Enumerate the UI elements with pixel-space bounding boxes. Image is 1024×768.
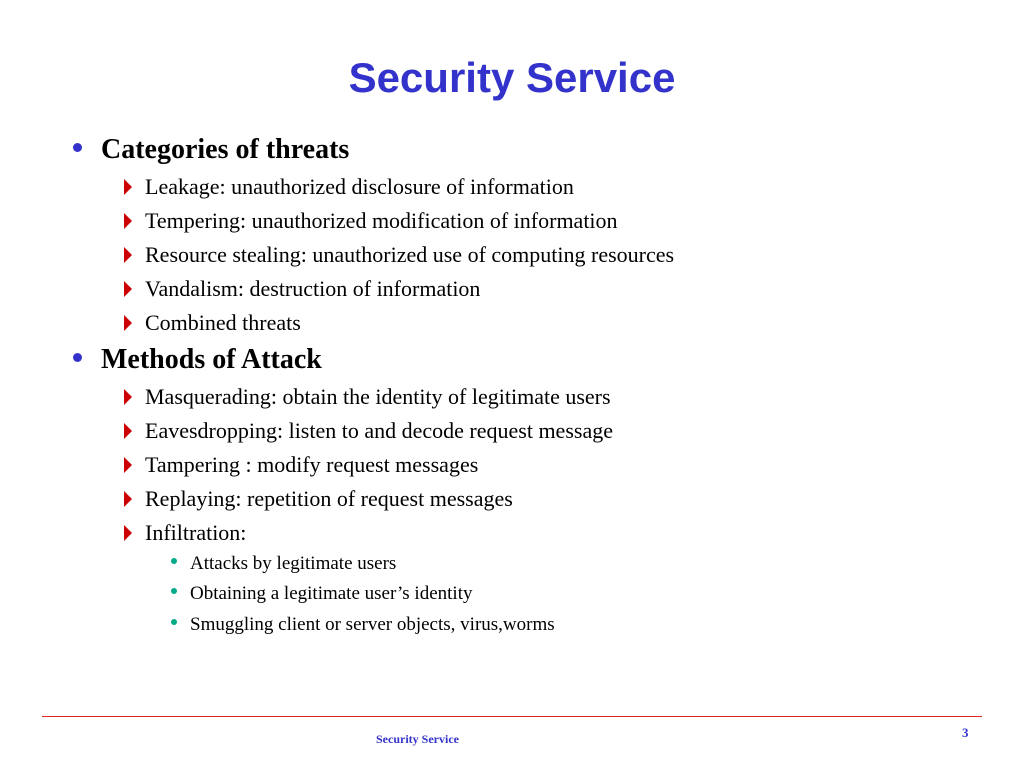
- list-item-text: Combined threats: [145, 310, 301, 335]
- bullet-icon: [73, 353, 82, 362]
- triangle-right-icon: [124, 281, 132, 297]
- footer-divider: [42, 716, 982, 717]
- bullet-icon: [73, 143, 82, 152]
- footer-label: Security Service: [376, 732, 459, 746]
- list-item-text: Resource stealing: unauthorized use of computing resources: [145, 242, 675, 267]
- triangle-right-icon: [124, 457, 132, 473]
- bullet-icon: [171, 558, 177, 564]
- sub-list-item-text: Attacks by legitimate users: [190, 553, 397, 574]
- list-item-text: Masquerading: obtain the identity of legitimate users: [145, 384, 611, 409]
- triangle-right-icon: [124, 315, 132, 331]
- triangle-right-icon: [124, 213, 132, 229]
- page-number: 3: [962, 725, 969, 740]
- list-item-text: Eavesdropping: listen to and decode request message: [145, 418, 613, 443]
- list-item-text: Infiltration:: [145, 520, 247, 545]
- list-item-text: Tempering: unauthorized modification of information: [145, 208, 618, 233]
- list-item-text: Tampering : modify request messages: [145, 452, 479, 477]
- triangle-right-icon: [124, 389, 132, 405]
- section-heading-text: Categories of threats: [101, 134, 350, 165]
- triangle-right-icon: [124, 491, 132, 507]
- bullet-icon: [171, 619, 177, 625]
- sub-list-item-text: Smuggling client or server objects, virus,worms: [190, 614, 555, 635]
- list-item-text: Replaying: repetition of request messages: [145, 486, 513, 511]
- slide-title: Security Service: [348, 54, 676, 101]
- section-heading-text: Methods of Attack: [101, 344, 322, 375]
- triangle-right-icon: [124, 423, 132, 439]
- list-item-text: Leakage: unauthorized disclosure of information: [145, 174, 574, 199]
- bullet-icon: [171, 588, 177, 594]
- triangle-right-icon: [124, 179, 132, 195]
- triangle-right-icon: [124, 525, 132, 541]
- sub-list-item-text: Obtaining a legitimate user’s identity: [190, 583, 473, 604]
- list-item-text: Vandalism: destruction of information: [145, 276, 481, 301]
- triangle-right-icon: [124, 247, 132, 263]
